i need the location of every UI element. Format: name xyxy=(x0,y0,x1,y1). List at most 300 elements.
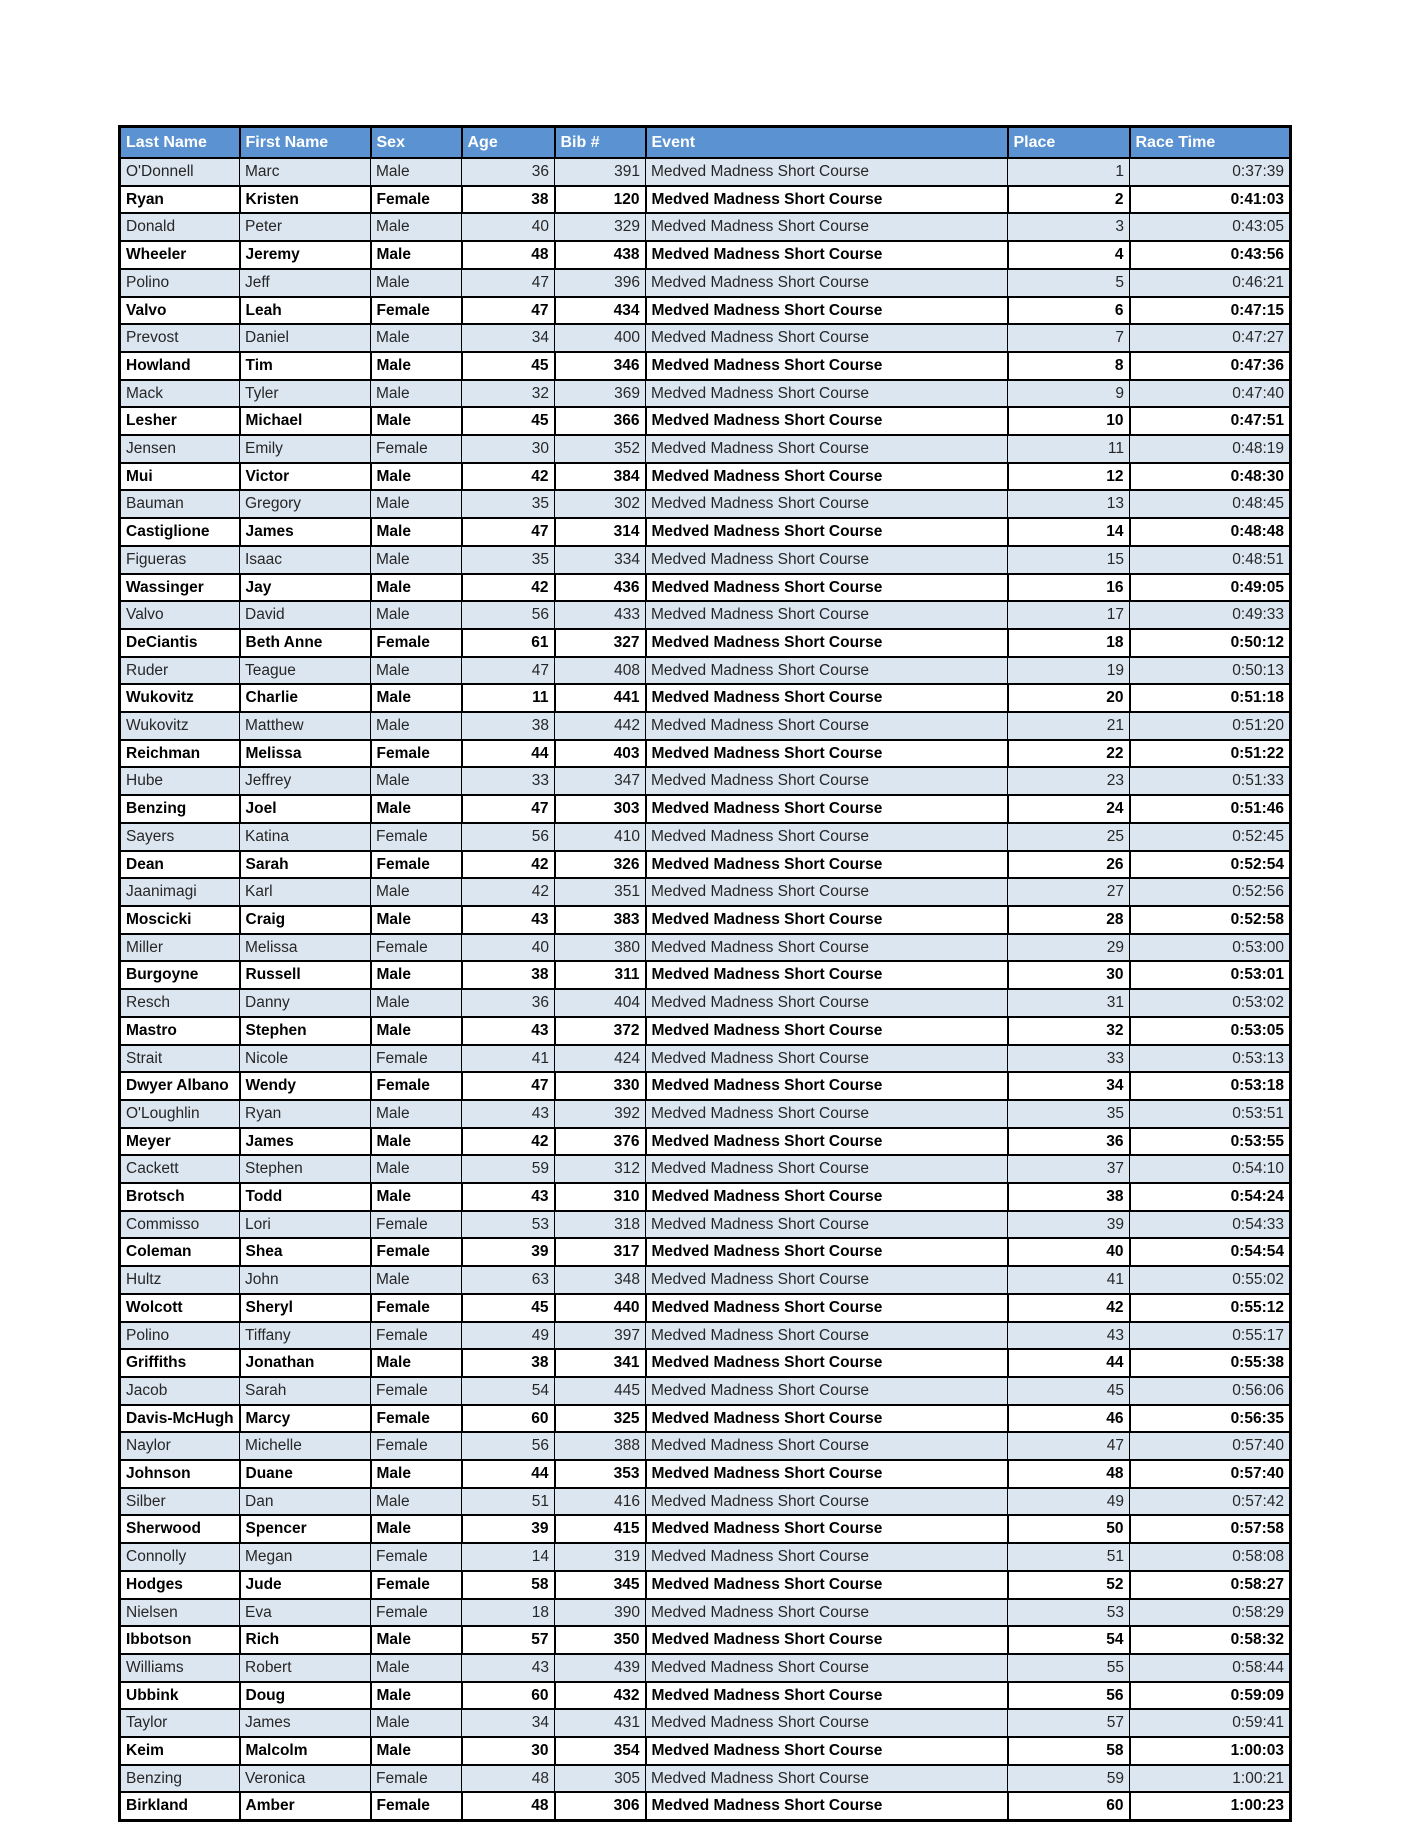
cell-event: Medved Madness Short Course xyxy=(646,657,1008,685)
cell-bib: 390 xyxy=(555,1599,646,1627)
table-row xyxy=(120,740,1291,768)
cell-first-name: Leah xyxy=(240,297,371,325)
cell-age: 36 xyxy=(462,989,555,1017)
cell-last-name: Reichman xyxy=(120,740,240,768)
cell-sex: Male xyxy=(371,989,462,1017)
cell-event: Medved Madness Short Course xyxy=(646,1626,1008,1654)
cell-sex: Male xyxy=(371,1155,462,1183)
cell-sex: Male xyxy=(371,1515,462,1543)
cell-sex: Male xyxy=(371,269,462,297)
cell-event: Medved Madness Short Course xyxy=(646,1322,1008,1350)
cell-sex: Female xyxy=(371,186,462,214)
cell-last-name: Bauman xyxy=(120,490,240,518)
cell-last-name: Valvo xyxy=(120,297,240,325)
cell-last-name: Commisso xyxy=(120,1211,240,1239)
cell-last-name: Polino xyxy=(120,1322,240,1350)
table-row xyxy=(120,851,1291,879)
cell-place: 9 xyxy=(1008,380,1130,408)
table-row xyxy=(120,1017,1291,1045)
cell-event: Medved Madness Short Course xyxy=(646,1682,1008,1710)
cell-sex: Male xyxy=(371,1626,462,1654)
cell-bib: 347 xyxy=(555,767,646,795)
cell-event: Medved Madness Short Course xyxy=(646,1072,1008,1100)
table-row xyxy=(120,1100,1291,1128)
table-row xyxy=(120,1682,1291,1710)
cell-last-name: Resch xyxy=(120,989,240,1017)
cell-event: Medved Madness Short Course xyxy=(646,1183,1008,1211)
cell-last-name: Wukovitz xyxy=(120,712,240,740)
cell-event: Medved Madness Short Course xyxy=(646,1349,1008,1377)
cell-race-time: 0:51:20 xyxy=(1130,712,1291,740)
cell-age: 18 xyxy=(462,1599,555,1627)
cell-bib: 302 xyxy=(555,490,646,518)
cell-age: 40 xyxy=(462,213,555,241)
cell-event: Medved Madness Short Course xyxy=(646,1488,1008,1516)
cell-sex: Female xyxy=(371,1765,462,1793)
cell-sex: Female xyxy=(371,1045,462,1073)
table-row xyxy=(120,1405,1291,1433)
cell-bib: 396 xyxy=(555,269,646,297)
cell-bib: 314 xyxy=(555,518,646,546)
cell-bib: 326 xyxy=(555,851,646,879)
table-row xyxy=(120,823,1291,851)
cell-bib: 348 xyxy=(555,1266,646,1294)
cell-bib: 441 xyxy=(555,684,646,712)
column-header-sex: Sex xyxy=(371,127,462,159)
cell-first-name: Daniel xyxy=(240,324,371,352)
cell-event: Medved Madness Short Course xyxy=(646,684,1008,712)
cell-last-name: Keim xyxy=(120,1737,240,1765)
cell-place: 38 xyxy=(1008,1183,1130,1211)
table-row xyxy=(120,352,1291,380)
cell-last-name: Jacob xyxy=(120,1377,240,1405)
cell-event: Medved Madness Short Course xyxy=(646,1155,1008,1183)
cell-age: 42 xyxy=(462,878,555,906)
cell-age: 47 xyxy=(462,1072,555,1100)
cell-first-name: Victor xyxy=(240,463,371,491)
cell-sex: Male xyxy=(371,1017,462,1045)
cell-place: 14 xyxy=(1008,518,1130,546)
cell-race-time: 0:48:48 xyxy=(1130,518,1291,546)
cell-race-time: 0:54:33 xyxy=(1130,1211,1291,1239)
cell-bib: 352 xyxy=(555,435,646,463)
cell-first-name: Melissa xyxy=(240,934,371,962)
cell-bib: 384 xyxy=(555,463,646,491)
cell-race-time: 0:43:05 xyxy=(1130,213,1291,241)
cell-first-name: Tyler xyxy=(240,380,371,408)
cell-sex: Female xyxy=(371,1405,462,1433)
cell-last-name: Wheeler xyxy=(120,241,240,269)
cell-first-name: Marc xyxy=(240,158,371,186)
header-row xyxy=(120,127,1291,159)
column-header-age: Age xyxy=(462,127,555,159)
cell-age: 42 xyxy=(462,851,555,879)
cell-last-name: Wolcott xyxy=(120,1294,240,1322)
table-row xyxy=(120,1432,1291,1460)
cell-bib: 434 xyxy=(555,297,646,325)
cell-event: Medved Madness Short Course xyxy=(646,380,1008,408)
cell-event: Medved Madness Short Course xyxy=(646,463,1008,491)
cell-sex: Male xyxy=(371,795,462,823)
cell-event: Medved Madness Short Course xyxy=(646,795,1008,823)
cell-place: 59 xyxy=(1008,1765,1130,1793)
cell-bib: 383 xyxy=(555,906,646,934)
cell-event: Medved Madness Short Course xyxy=(646,1515,1008,1543)
cell-last-name: Jensen xyxy=(120,435,240,463)
cell-race-time: 0:51:33 xyxy=(1130,767,1291,795)
cell-age: 57 xyxy=(462,1626,555,1654)
table-row xyxy=(120,1377,1291,1405)
cell-last-name: O'Donnell xyxy=(120,158,240,186)
table-row xyxy=(120,1045,1291,1073)
cell-race-time: 0:52:56 xyxy=(1130,878,1291,906)
cell-sex: Female xyxy=(371,1322,462,1350)
cell-sex: Male xyxy=(371,241,462,269)
cell-bib: 440 xyxy=(555,1294,646,1322)
cell-bib: 120 xyxy=(555,186,646,214)
table-row xyxy=(120,574,1291,602)
cell-age: 43 xyxy=(462,1183,555,1211)
cell-sex: Female xyxy=(371,934,462,962)
table-row xyxy=(120,1322,1291,1350)
cell-age: 32 xyxy=(462,380,555,408)
cell-last-name: Wassinger xyxy=(120,574,240,602)
cell-event: Medved Madness Short Course xyxy=(646,352,1008,380)
cell-first-name: James xyxy=(240,1128,371,1156)
table-row xyxy=(120,934,1291,962)
cell-race-time: 0:53:02 xyxy=(1130,989,1291,1017)
cell-event: Medved Madness Short Course xyxy=(646,213,1008,241)
cell-last-name: Coleman xyxy=(120,1238,240,1266)
cell-age: 53 xyxy=(462,1211,555,1239)
cell-bib: 404 xyxy=(555,989,646,1017)
cell-race-time: 0:41:03 xyxy=(1130,186,1291,214)
cell-bib: 391 xyxy=(555,158,646,186)
cell-first-name: Jude xyxy=(240,1571,371,1599)
cell-first-name: Beth Anne xyxy=(240,629,371,657)
cell-sex: Male xyxy=(371,1488,462,1516)
cell-sex: Male xyxy=(371,1654,462,1682)
cell-race-time: 0:56:06 xyxy=(1130,1377,1291,1405)
cell-last-name: Moscicki xyxy=(120,906,240,934)
cell-event: Medved Madness Short Course xyxy=(646,518,1008,546)
column-header-event: Event xyxy=(646,127,1008,159)
cell-place: 5 xyxy=(1008,269,1130,297)
cell-place: 26 xyxy=(1008,851,1130,879)
cell-race-time: 0:48:45 xyxy=(1130,490,1291,518)
cell-age: 43 xyxy=(462,1654,555,1682)
cell-race-time: 0:48:51 xyxy=(1130,546,1291,574)
cell-event: Medved Madness Short Course xyxy=(646,712,1008,740)
cell-last-name: O'Loughlin xyxy=(120,1100,240,1128)
cell-age: 45 xyxy=(462,352,555,380)
cell-last-name: Williams xyxy=(120,1654,240,1682)
cell-first-name: Michael xyxy=(240,407,371,435)
cell-race-time: 0:48:19 xyxy=(1130,435,1291,463)
cell-sex: Female xyxy=(371,435,462,463)
cell-first-name: Jeff xyxy=(240,269,371,297)
cell-last-name: Ruder xyxy=(120,657,240,685)
cell-age: 42 xyxy=(462,463,555,491)
cell-sex: Male xyxy=(371,1100,462,1128)
table-row xyxy=(120,1571,1291,1599)
cell-first-name: Nicole xyxy=(240,1045,371,1073)
cell-age: 48 xyxy=(462,1792,555,1820)
cell-age: 48 xyxy=(462,241,555,269)
cell-bib: 408 xyxy=(555,657,646,685)
cell-age: 11 xyxy=(462,684,555,712)
cell-first-name: Jeremy xyxy=(240,241,371,269)
cell-race-time: 0:43:56 xyxy=(1130,241,1291,269)
cell-last-name: Hube xyxy=(120,767,240,795)
cell-race-time: 0:53:00 xyxy=(1130,934,1291,962)
cell-bib: 442 xyxy=(555,712,646,740)
cell-event: Medved Madness Short Course xyxy=(646,546,1008,574)
cell-age: 54 xyxy=(462,1377,555,1405)
cell-age: 60 xyxy=(462,1405,555,1433)
cell-place: 44 xyxy=(1008,1349,1130,1377)
table-row xyxy=(120,989,1291,1017)
cell-bib: 353 xyxy=(555,1460,646,1488)
cell-first-name: Joel xyxy=(240,795,371,823)
cell-bib: 346 xyxy=(555,352,646,380)
cell-place: 46 xyxy=(1008,1405,1130,1433)
cell-place: 20 xyxy=(1008,684,1130,712)
cell-first-name: Tiffany xyxy=(240,1322,371,1350)
table-row xyxy=(120,1211,1291,1239)
cell-sex: Female xyxy=(371,297,462,325)
cell-first-name: Gregory xyxy=(240,490,371,518)
cell-bib: 350 xyxy=(555,1626,646,1654)
cell-place: 16 xyxy=(1008,574,1130,602)
cell-event: Medved Madness Short Course xyxy=(646,1654,1008,1682)
cell-race-time: 0:37:39 xyxy=(1130,158,1291,186)
cell-race-time: 0:53:18 xyxy=(1130,1072,1291,1100)
cell-first-name: Kristen xyxy=(240,186,371,214)
cell-race-time: 0:46:21 xyxy=(1130,269,1291,297)
cell-race-time: 0:52:45 xyxy=(1130,823,1291,851)
table-row xyxy=(120,657,1291,685)
cell-sex: Male xyxy=(371,1737,462,1765)
table-row xyxy=(120,158,1291,186)
cell-bib: 438 xyxy=(555,241,646,269)
cell-bib: 380 xyxy=(555,934,646,962)
cell-sex: Female xyxy=(371,1377,462,1405)
table-row xyxy=(120,1599,1291,1627)
cell-event: Medved Madness Short Course xyxy=(646,574,1008,602)
cell-age: 44 xyxy=(462,740,555,768)
column-header-first-name: First Name xyxy=(240,127,371,159)
cell-race-time: 0:47:40 xyxy=(1130,380,1291,408)
cell-first-name: Craig xyxy=(240,906,371,934)
cell-first-name: Isaac xyxy=(240,546,371,574)
cell-age: 14 xyxy=(462,1543,555,1571)
cell-event: Medved Madness Short Course xyxy=(646,989,1008,1017)
cell-event: Medved Madness Short Course xyxy=(646,1211,1008,1239)
cell-event: Medved Madness Short Course xyxy=(646,934,1008,962)
cell-age: 35 xyxy=(462,490,555,518)
table-row xyxy=(120,906,1291,934)
cell-last-name: Cackett xyxy=(120,1155,240,1183)
cell-place: 25 xyxy=(1008,823,1130,851)
cell-age: 38 xyxy=(462,186,555,214)
cell-last-name: Hultz xyxy=(120,1266,240,1294)
table-row xyxy=(120,1488,1291,1516)
table-row xyxy=(120,186,1291,214)
cell-age: 38 xyxy=(462,1349,555,1377)
cell-age: 38 xyxy=(462,961,555,989)
cell-event: Medved Madness Short Course xyxy=(646,186,1008,214)
cell-bib: 403 xyxy=(555,740,646,768)
cell-sex: Male xyxy=(371,657,462,685)
cell-sex: Male xyxy=(371,380,462,408)
cell-last-name: Mastro xyxy=(120,1017,240,1045)
cell-last-name: DeCiantis xyxy=(120,629,240,657)
cell-sex: Female xyxy=(371,1543,462,1571)
cell-last-name: Ibbotson xyxy=(120,1626,240,1654)
cell-last-name: Howland xyxy=(120,352,240,380)
cell-place: 56 xyxy=(1008,1682,1130,1710)
cell-place: 57 xyxy=(1008,1709,1130,1737)
cell-place: 51 xyxy=(1008,1543,1130,1571)
cell-race-time: 0:47:15 xyxy=(1130,297,1291,325)
cell-sex: Male xyxy=(371,906,462,934)
cell-race-time: 0:56:35 xyxy=(1130,1405,1291,1433)
cell-age: 47 xyxy=(462,795,555,823)
cell-place: 30 xyxy=(1008,961,1130,989)
cell-event: Medved Madness Short Course xyxy=(646,1405,1008,1433)
cell-place: 1 xyxy=(1008,158,1130,186)
table-row xyxy=(120,1294,1291,1322)
cell-bib: 325 xyxy=(555,1405,646,1433)
cell-bib: 400 xyxy=(555,324,646,352)
cell-last-name: Mui xyxy=(120,463,240,491)
cell-race-time: 0:48:30 xyxy=(1130,463,1291,491)
cell-race-time: 0:54:24 xyxy=(1130,1183,1291,1211)
cell-first-name: Shea xyxy=(240,1238,371,1266)
cell-sex: Male xyxy=(371,684,462,712)
cell-sex: Female xyxy=(371,1599,462,1627)
cell-age: 45 xyxy=(462,407,555,435)
cell-first-name: Jonathan xyxy=(240,1349,371,1377)
cell-race-time: 0:55:02 xyxy=(1130,1266,1291,1294)
cell-bib: 392 xyxy=(555,1100,646,1128)
cell-age: 48 xyxy=(462,1765,555,1793)
table-row xyxy=(120,1765,1291,1793)
cell-place: 10 xyxy=(1008,407,1130,435)
table-row xyxy=(120,213,1291,241)
cell-event: Medved Madness Short Course xyxy=(646,878,1008,906)
table-row xyxy=(120,1515,1291,1543)
table-row xyxy=(120,435,1291,463)
cell-first-name: Sarah xyxy=(240,851,371,879)
cell-sex: Male xyxy=(371,324,462,352)
cell-age: 56 xyxy=(462,1432,555,1460)
table-row xyxy=(120,463,1291,491)
cell-race-time: 1:00:03 xyxy=(1130,1737,1291,1765)
cell-age: 58 xyxy=(462,1571,555,1599)
cell-age: 30 xyxy=(462,1737,555,1765)
cell-last-name: Hodges xyxy=(120,1571,240,1599)
cell-sex: Male xyxy=(371,158,462,186)
cell-bib: 327 xyxy=(555,629,646,657)
cell-sex: Male xyxy=(371,961,462,989)
cell-age: 39 xyxy=(462,1238,555,1266)
cell-age: 47 xyxy=(462,518,555,546)
cell-place: 17 xyxy=(1008,601,1130,629)
cell-place: 18 xyxy=(1008,629,1130,657)
cell-event: Medved Madness Short Course xyxy=(646,851,1008,879)
cell-bib: 341 xyxy=(555,1349,646,1377)
table-row xyxy=(120,1238,1291,1266)
cell-event: Medved Madness Short Course xyxy=(646,1571,1008,1599)
cell-bib: 416 xyxy=(555,1488,646,1516)
cell-age: 49 xyxy=(462,1322,555,1350)
cell-place: 6 xyxy=(1008,297,1130,325)
cell-age: 40 xyxy=(462,934,555,962)
cell-bib: 306 xyxy=(555,1792,646,1820)
cell-place: 45 xyxy=(1008,1377,1130,1405)
cell-first-name: Sarah xyxy=(240,1377,371,1405)
cell-place: 52 xyxy=(1008,1571,1130,1599)
cell-event: Medved Madness Short Course xyxy=(646,961,1008,989)
cell-place: 3 xyxy=(1008,213,1130,241)
cell-race-time: 0:57:58 xyxy=(1130,1515,1291,1543)
table-row xyxy=(120,1183,1291,1211)
cell-bib: 424 xyxy=(555,1045,646,1073)
cell-sex: Female xyxy=(371,1432,462,1460)
cell-last-name: Ryan xyxy=(120,186,240,214)
cell-age: 35 xyxy=(462,546,555,574)
cell-place: 47 xyxy=(1008,1432,1130,1460)
cell-sex: Male xyxy=(371,1709,462,1737)
cell-race-time: 0:58:08 xyxy=(1130,1543,1291,1571)
cell-first-name: Megan xyxy=(240,1543,371,1571)
cell-event: Medved Madness Short Course xyxy=(646,241,1008,269)
cell-event: Medved Madness Short Course xyxy=(646,1377,1008,1405)
table-row xyxy=(120,1128,1291,1156)
cell-age: 45 xyxy=(462,1294,555,1322)
cell-last-name: Ubbink xyxy=(120,1682,240,1710)
cell-age: 42 xyxy=(462,574,555,602)
column-header-last-name: Last Name xyxy=(120,127,240,159)
cell-age: 47 xyxy=(462,269,555,297)
cell-event: Medved Madness Short Course xyxy=(646,906,1008,934)
cell-bib: 432 xyxy=(555,1682,646,1710)
cell-sex: Female xyxy=(371,851,462,879)
results-table-body xyxy=(120,158,1291,1821)
cell-first-name: James xyxy=(240,518,371,546)
cell-event: Medved Madness Short Course xyxy=(646,629,1008,657)
cell-last-name: Taylor xyxy=(120,1709,240,1737)
cell-last-name: Connolly xyxy=(120,1543,240,1571)
cell-event: Medved Madness Short Course xyxy=(646,767,1008,795)
cell-place: 11 xyxy=(1008,435,1130,463)
table-row xyxy=(120,407,1291,435)
cell-bib: 318 xyxy=(555,1211,646,1239)
cell-age: 59 xyxy=(462,1155,555,1183)
cell-race-time: 0:51:18 xyxy=(1130,684,1291,712)
cell-event: Medved Madness Short Course xyxy=(646,158,1008,186)
table-row xyxy=(120,324,1291,352)
cell-sex: Female xyxy=(371,823,462,851)
column-header-race-time: Race Time xyxy=(1130,127,1291,159)
cell-event: Medved Madness Short Course xyxy=(646,297,1008,325)
cell-bib: 431 xyxy=(555,1709,646,1737)
cell-age: 47 xyxy=(462,297,555,325)
cell-sex: Female xyxy=(371,1072,462,1100)
cell-bib: 305 xyxy=(555,1765,646,1793)
